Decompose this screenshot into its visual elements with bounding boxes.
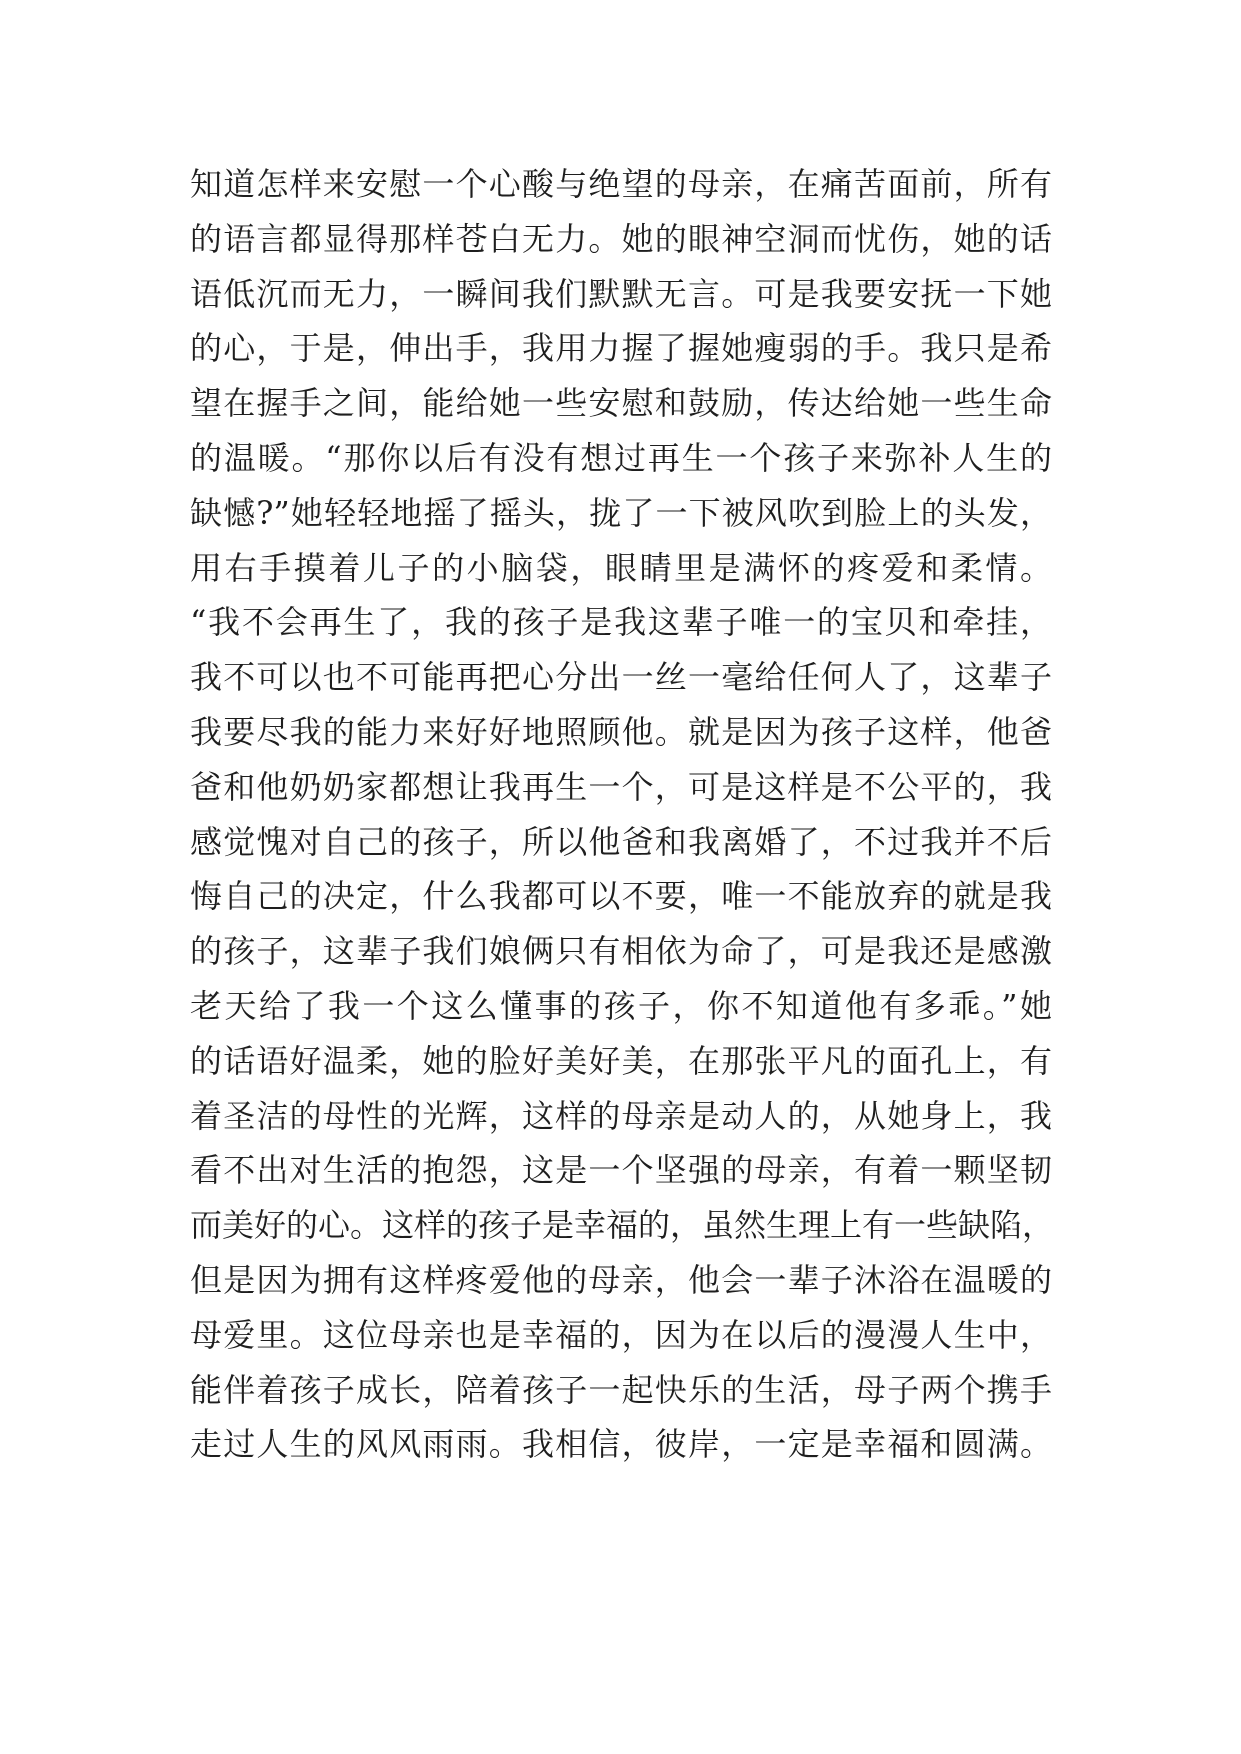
text-line: 的话语好温柔，她的脸好美好美，在那张平凡的面孔上，有 bbox=[190, 1041, 1052, 1080]
text-line: 语低沉而无力，一瞬间我们默默无言。可是我要安抚一下她 bbox=[190, 274, 1052, 313]
body-text bbox=[190, 157, 1055, 1472]
text-line: 缺憾?”她轻轻地摇了摇头，拢了一下被风吹到脸上的头发， bbox=[190, 493, 1052, 532]
text-line: 用右手摸着儿子的小脑袋，眼睛里是满怀的疼爱和柔情。 bbox=[190, 548, 1052, 587]
text-line: 我要尽我的能力来好好地照顾他。就是因为孩子这样，他爸 bbox=[190, 712, 1052, 751]
text-line: 望在握手之间，能给她一些安慰和鼓励，传达给她一些生命 bbox=[190, 384, 1052, 423]
text-line: 知道怎样来安慰一个心酸与绝望的母亲，在痛苦面前，所有 bbox=[190, 165, 1052, 203]
text-line: 能伴着孩子成长，陪着孩子一起快乐的生活，母子两个携手 bbox=[190, 1370, 1052, 1409]
text-line: 老天给了我一个这么懂事的孩子，你不知道他有多乖。”她 bbox=[190, 986, 1052, 1025]
text-line: 而美好的心。这样的孩子是幸福的，虽然生理上有一些缺陷， bbox=[190, 1206, 1055, 1245]
text-line: 看不出对生活的抱怨，这是一个坚强的母亲，有着一颗坚韧 bbox=[190, 1151, 1052, 1190]
text-line: 但是因为拥有这样疼爱他的母亲，他会一辈子沐浴在温暖的 bbox=[190, 1260, 1052, 1299]
text-line: 我不可以也不可能再把心分出一丝一毫给任何人了，这辈子 bbox=[190, 658, 1052, 697]
text-line: 着圣洁的母性的光辉，这样的母亲是动人的，从她身上，我 bbox=[190, 1096, 1052, 1135]
text-line: 走过人生的风风雨雨。我相信，彼岸，一定是幸福和圆满。 bbox=[190, 1425, 1052, 1464]
text-line: 的心，于是，伸出手，我用力握了握她瘦弱的手。我只是希 bbox=[190, 329, 1052, 368]
text-line: 的温暖。“那你以后有没有想过再生一个孩子来弥补人生的 bbox=[190, 438, 1052, 477]
text-line: 爸和他奶奶家都想让我再生一个，可是这样是不公平的，我 bbox=[190, 767, 1052, 806]
text-line: 感觉愧对自己的孩子，所以他爸和我离婚了，不过我并不后 bbox=[190, 822, 1052, 861]
text-line: 的语言都显得那样苍白无力。她的眼神空洞而忧伤，她的话 bbox=[190, 219, 1052, 258]
text-line: 悔自己的决定，什么我都可以不要，唯一不能放弃的就是我 bbox=[190, 877, 1052, 916]
text-line: “我不会再生了，我的孩子是我这辈子唯一的宝贝和牵挂， bbox=[190, 603, 1052, 642]
text-line: 的孩子，这辈子我们娘俩只有相依为命了，可是我还是感激 bbox=[190, 932, 1052, 971]
text-line: 母爱里。这位母亲也是幸福的，因为在以后的漫漫人生中， bbox=[190, 1315, 1052, 1354]
